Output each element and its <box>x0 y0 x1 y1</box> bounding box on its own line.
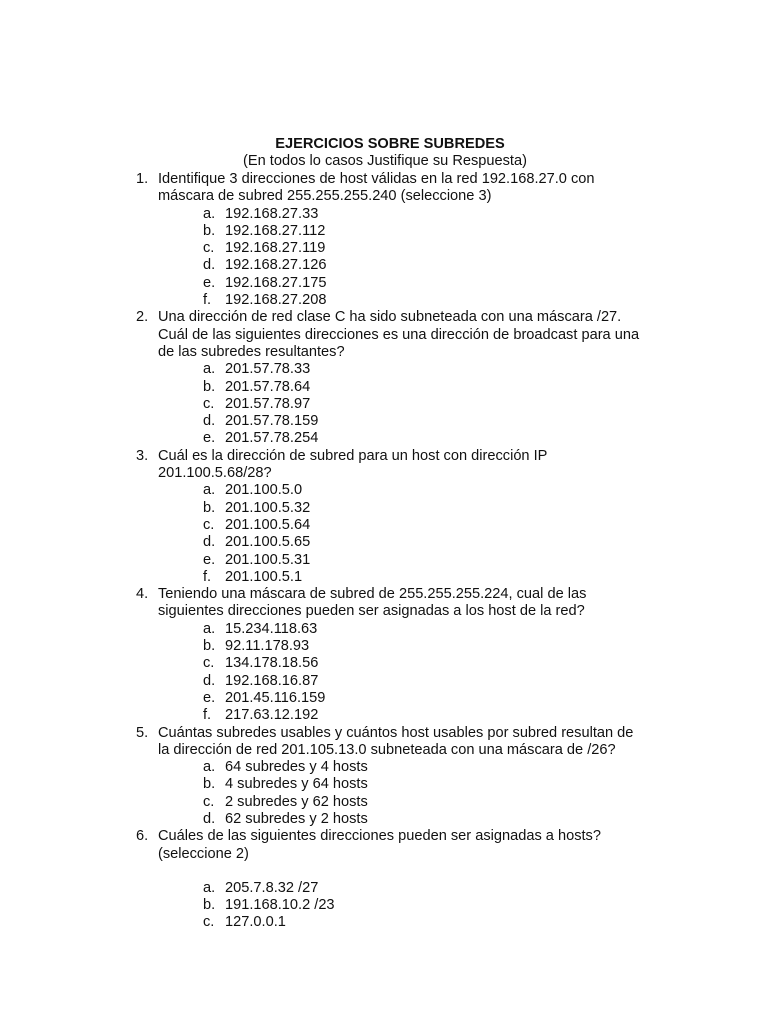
option-text: 15.234.118.63 <box>225 620 318 637</box>
question-text-line: Cuál es la dirección de subred para un host con dirección IP <box>158 447 548 464</box>
option-letter: a. <box>203 759 216 776</box>
blank-line <box>158 863 676 880</box>
option-item <box>203 292 676 309</box>
document-title: EJERCICIOS SOBRE SUBREDES <box>275 136 505 152</box>
option-letter: c. <box>203 914 215 931</box>
option-list <box>158 759 676 828</box>
option-item <box>203 482 676 499</box>
question-number: 2. <box>136 309 149 326</box>
question-6 <box>136 828 676 931</box>
option-item <box>203 413 676 430</box>
option-letter: f. <box>203 568 212 585</box>
question-text-line: la dirección de red 201.105.13.0 subneteada con una máscara de /26? <box>158 741 616 758</box>
option-letter: d. <box>203 672 216 689</box>
option-text: 192.168.27.175 <box>225 274 327 291</box>
option-text: 201.57.78.33 <box>225 361 311 378</box>
option-letter: d. <box>203 534 216 551</box>
option-item <box>203 673 676 690</box>
option-letter: a. <box>203 879 216 896</box>
option-letter: e. <box>203 551 216 568</box>
option-text: 201.57.78.254 <box>225 430 319 447</box>
option-text: 217.63.12.192 <box>225 707 319 724</box>
option-text: 2 subredes y 62 hosts <box>225 793 368 810</box>
question-4 <box>136 586 676 724</box>
question-text-line: Cuáles de las siguientes direcciones pueden ser asignadas a hosts? <box>158 828 601 845</box>
option-letter: e. <box>203 274 216 291</box>
option-item <box>203 759 676 776</box>
option-text: 201.57.78.159 <box>225 413 319 430</box>
option-text: 201.100.5.64 <box>225 516 311 533</box>
option-item <box>203 206 676 223</box>
option-item <box>203 569 676 586</box>
option-text: 62 subredes y 2 hosts <box>225 810 368 827</box>
option-letter: b. <box>203 378 216 395</box>
option-letter: e. <box>203 689 216 706</box>
option-text: 201.100.5.32 <box>225 499 311 516</box>
question-number: 5. <box>136 724 149 741</box>
question-list <box>136 171 676 932</box>
option-item <box>203 257 676 274</box>
option-text: 201.100.5.31 <box>225 551 311 568</box>
option-text: 192.168.27.126 <box>225 257 327 274</box>
option-text: 201.100.5.0 <box>225 482 303 499</box>
option-item <box>203 914 676 931</box>
option-item <box>203 534 676 551</box>
question-text-line: Cuál de las siguientes direcciones es una dirección de broadcast para una <box>158 326 640 343</box>
question-5 <box>136 725 676 829</box>
option-list <box>158 206 676 310</box>
question-number: 6. <box>136 828 149 845</box>
question-number: 1. <box>136 171 149 187</box>
option-text: 205.7.8.32 /27 <box>225 879 319 896</box>
option-letter: b. <box>203 776 216 793</box>
option-letter: d. <box>203 413 216 430</box>
question-text-line: de las subredes resultantes? <box>158 343 345 360</box>
option-item <box>203 690 676 707</box>
option-list <box>158 482 676 586</box>
option-text: 191.168.10.2 /23 <box>225 897 335 914</box>
question-3 <box>136 448 676 586</box>
option-text: 192.168.27.119 <box>225 240 326 257</box>
option-letter: d. <box>203 257 216 274</box>
option-item <box>203 500 676 517</box>
option-list <box>158 880 676 932</box>
option-letter: e. <box>203 430 216 447</box>
option-item <box>203 517 676 534</box>
question-text-line: 201.100.5.68/28? <box>158 465 272 482</box>
option-item <box>203 379 676 396</box>
option-text: 192.168.16.87 <box>225 672 319 689</box>
question-number: 4. <box>136 586 149 603</box>
option-letter: b. <box>203 638 216 655</box>
option-text: 201.57.78.64 <box>225 378 311 395</box>
question-1 <box>136 171 676 309</box>
option-list <box>158 361 676 447</box>
option-letter: a. <box>203 620 216 637</box>
option-item <box>203 776 676 793</box>
option-item <box>203 430 676 447</box>
option-item <box>203 794 676 811</box>
option-item <box>203 811 676 828</box>
option-text: 127.0.0.1 <box>225 914 286 931</box>
question-text-line: Cuántas subredes usables y cuántos host usables por subred resultan de <box>158 724 634 741</box>
option-letter: d. <box>203 810 216 827</box>
option-text: 201.57.78.97 <box>225 395 311 412</box>
option-text: 201.100.5.65 <box>225 534 311 551</box>
option-letter: c. <box>203 655 215 672</box>
option-item <box>203 396 676 413</box>
question-text-line: máscara de subred 255.255.255.240 (seleccione 3) <box>158 188 492 205</box>
option-letter: c. <box>203 395 215 412</box>
option-letter: a. <box>203 482 216 499</box>
question-text-line: Una dirección de red clase C ha sido subneteada con una máscara /27. <box>158 309 622 326</box>
option-item <box>203 638 676 655</box>
question-text-line: (seleccione 2) <box>158 845 249 862</box>
option-item <box>203 621 676 638</box>
option-letter: b. <box>203 222 216 239</box>
option-letter: c. <box>203 516 215 533</box>
option-item <box>203 361 676 378</box>
option-letter: f. <box>203 292 212 309</box>
option-text: 92.11.178.93 <box>225 638 310 655</box>
option-text: 64 subredes y 4 hosts <box>225 759 368 776</box>
option-item <box>203 240 676 257</box>
option-letter: a. <box>203 205 216 222</box>
option-text: 192.168.27.33 <box>225 205 319 222</box>
document-header <box>0 136 768 171</box>
option-item <box>203 552 676 569</box>
option-text: 192.168.27.208 <box>225 292 327 309</box>
option-letter: b. <box>203 499 216 516</box>
document-subtitle: (En todos lo casos Justifique su Respuesta) <box>243 153 527 170</box>
question-text-line: Identifique 3 direcciones de host válidas en la red 192.168.27.0 con <box>158 171 595 187</box>
option-text: 4 subredes y 64 hosts <box>225 776 368 793</box>
option-letter: c. <box>203 793 215 810</box>
option-item <box>203 897 676 914</box>
option-item <box>203 655 676 672</box>
option-item <box>203 880 676 897</box>
option-text: 134.178.18.56 <box>225 655 319 672</box>
question-text-line: Teniendo una máscara de subred de 255.255.255.224, cual de las <box>158 586 587 603</box>
option-letter: c. <box>203 240 215 257</box>
option-text: 201.100.5.1 <box>225 568 303 585</box>
question-2 <box>136 309 676 447</box>
option-text: 201.45.116.159 <box>225 689 326 706</box>
option-letter: f. <box>203 707 212 724</box>
option-item <box>203 707 676 724</box>
option-list <box>158 621 676 725</box>
option-letter: b. <box>203 897 216 914</box>
option-item <box>203 223 676 240</box>
question-text-line: siguientes direcciones pueden ser asignadas a los host de la red? <box>158 603 585 620</box>
option-text: 192.168.27.112 <box>225 222 326 239</box>
option-item <box>203 275 676 292</box>
question-number: 3. <box>136 447 149 464</box>
option-letter: a. <box>203 361 216 378</box>
